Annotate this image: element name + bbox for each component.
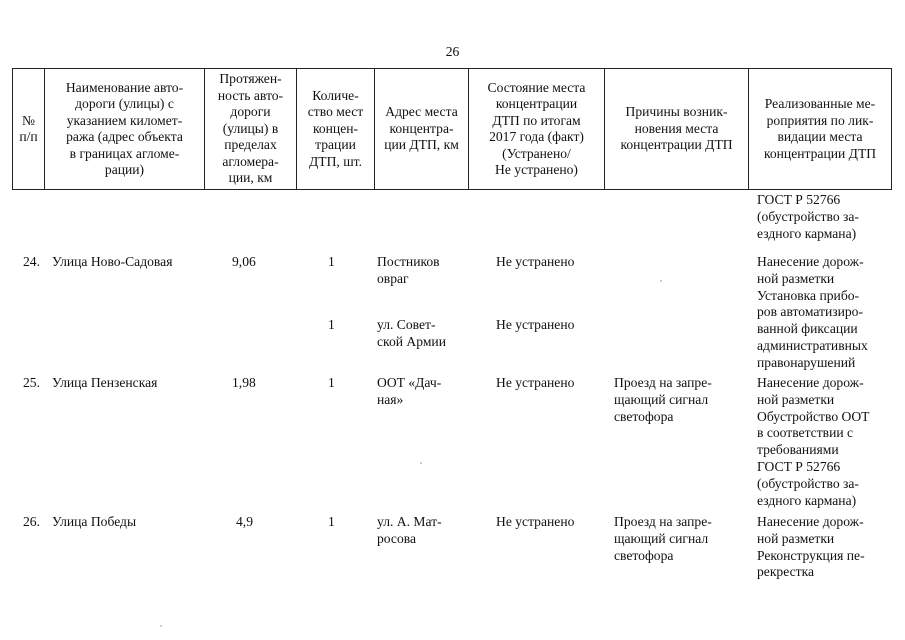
place-address: Постников овраг — [377, 254, 440, 286]
place-cause: Проезд на запре- щающий сигнал светофора — [614, 375, 712, 424]
col-header-cause: Причины возник- новения места концентрации ДТП — [605, 69, 749, 190]
col-header-number: № п/п — [13, 69, 45, 190]
place-count: 1 — [328, 317, 335, 332]
carryover-measures: ГОСТ Р 52766 (обустройство за- ездного кармана) — [757, 192, 859, 241]
place-measures: Нанесение дорож- ной разметки Установка прибо- ров автоматизиро- ванной фиксации административных правонарушений — [757, 254, 868, 370]
col-header-address: Адрес места концентра- ции ДТП, км — [375, 69, 469, 190]
place-address: ул. А. Мат- росова — [377, 514, 442, 546]
place-status: Не устранено — [496, 514, 575, 529]
place-address: ООТ «Дач- ная» — [377, 375, 442, 407]
col-header-road: Наименование авто- дороги (улицы) с указанием километ- ража (адрес объекта в границах агломе- рации) — [45, 69, 205, 190]
place-count: 1 — [328, 254, 335, 269]
col-header-measures: Реализованные ме- роприятия по лик- видации места концентрации ДТП — [749, 69, 892, 190]
road-name: Улица Пензенская — [52, 375, 158, 390]
place-address: ул. Совет- ской Армии — [377, 317, 446, 349]
road-length: 1,98 — [232, 375, 256, 390]
road-length: 9,06 — [232, 254, 256, 269]
road-length: 4,9 — [236, 514, 253, 529]
place-status: Не устранено — [496, 317, 575, 332]
road-name: Улица Победы — [52, 514, 137, 529]
page-number: 26 — [445, 44, 460, 59]
place-measures: Нанесение дорож- ной разметки Реконструкция пе- рекрестка — [757, 514, 865, 580]
place-count: 1 — [328, 375, 335, 390]
scan-speck — [420, 462, 422, 464]
place-count: 1 — [328, 514, 335, 529]
col-header-status: Состояние места концентрации ДТП по итогам 2017 года (факт) (Устранено/ Не устранено) — [469, 69, 605, 190]
scan-speck — [160, 625, 162, 627]
place-status: Не устранено — [496, 375, 575, 390]
scan-speck — [660, 280, 662, 282]
table-header — [12, 68, 892, 190]
row-number: 26. — [23, 514, 40, 529]
place-status: Не устранено — [496, 254, 575, 269]
place-cause: Проезд на запре- щающий сигнал светофора — [614, 514, 712, 563]
road-name: Улица Ново-Садовая — [52, 254, 173, 269]
col-header-count: Количе- ство мест концен- трации ДТП, шт. — [297, 69, 375, 190]
col-header-length: Протяжен- ность авто- дороги (улицы) в пределах агломера- ции, км — [205, 69, 297, 190]
row-number: 25. — [23, 375, 40, 390]
row-number: 24. — [23, 254, 40, 269]
place-measures: Нанесение дорож- ной разметки Обустройство ООТ в соответствии с требованиями ГОСТ Р 52766 (обустройство за- ездного кармана) — [757, 375, 870, 508]
